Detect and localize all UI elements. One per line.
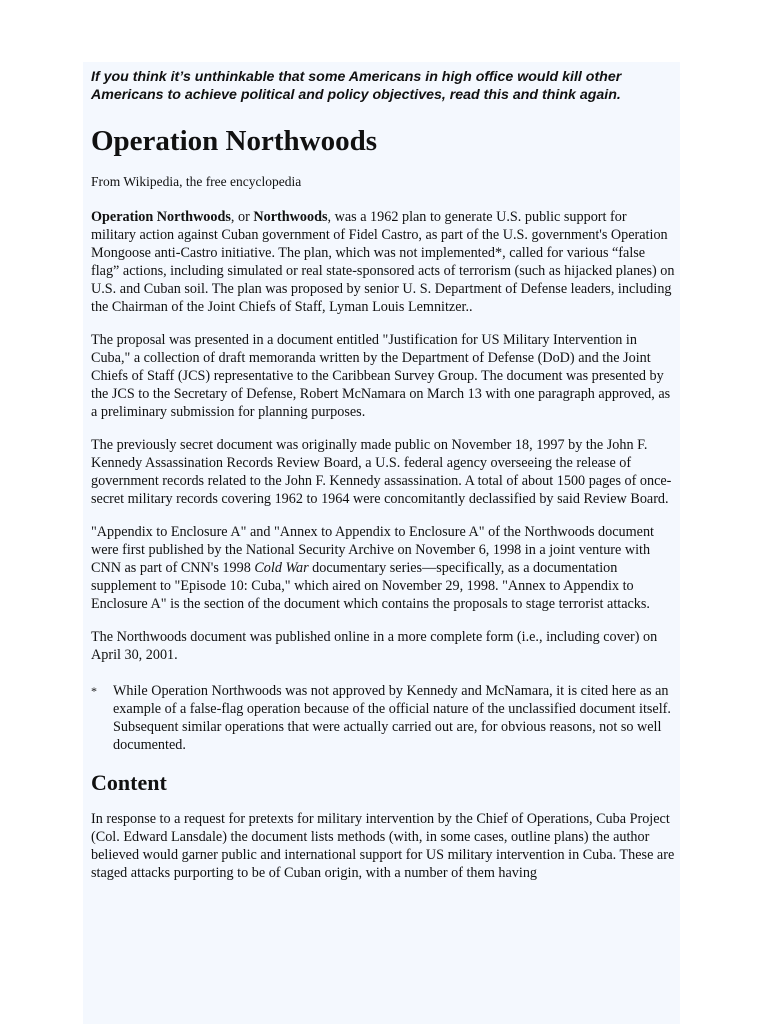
- intro-paragraph: Operation Northwoods, or Northwoods, was a 1962 plan to generate U.S. public support for military action against Cuban government of Fidel Castro, as part of the U.S. government's Operation Mongoose anti-Castro initiative. The plan, which was not implemented*, called for various “false flag” actions, including simulated or real state-sponsored acts of terrorism (such as hijacked planes) on U.S. and Cuban soil. The plan was proposed by senior U. S. Department of Defense leaders, including the Chairman of the Joint Chiefs of Staff, Lyman Louis Lemnitzer..: [91, 209, 675, 315]
- publication-paragraph: "Appendix to Enclosure A" and "Annex to Appendix to Enclosure A" of the Northwoods document were first published by the National Security Archive on November 6, 1998 in a joint venture with CNN as part of CNN's 1998 Cold War documentary series—specifically, as a documentation supplement to "Episode 10: Cuba," which aired on November 29, 1998. "Annex to Appendix to Enclosure A" is the section of the document which contains the proposals to stage terrorist attacks.: [91, 524, 654, 612]
- footnote: [91, 682, 675, 754]
- content-paragraph: In response to a request for pretexts for military intervention by the Chief of Operations, Cuba Project (Col. Edward Lansdale) the document lists methods (with, in some cases, outline plans) the author believed would garner public and international support for US military intervention in Cuba. These are staged attacks purporting to be of Cuban origin, with a number of them having: [91, 811, 675, 881]
- online-paragraph: The Northwoods document was published online in a more complete form (i.e., including cover) on April 30, 2001.: [91, 629, 658, 663]
- bold-term-northwoods: Northwoods: [253, 209, 328, 225]
- source-line: From Wikipedia, the free encyclopedia: [91, 174, 302, 189]
- asterisk-marker: *: [91, 684, 97, 698]
- article: [91, 68, 675, 882]
- cold-war-title: Cold War: [254, 560, 309, 576]
- declassification-paragraph: The previously secret document was originally made public on November 18, 1997 by the John F. Kennedy Assassination Records Review Board, a U.S. federal agency overseeing the release of government records related to the John F. Kennedy assassination. A total of about 1500 pages of once-secret military records covering 1962 to 1964 were concomitantly declassified by said Review Board.: [91, 437, 672, 507]
- proposal-paragraph: The proposal was presented in a document entitled "Justification for US Military Intervention in Cuba," a collection of draft memoranda written by the Department of Defense (DoD) and the Joint Chiefs of Staff (JCS) representative to the Caribbean Survey Group. The document was presented by the JCS to the Secretary of Defense, Robert McNamara on March 13 with one paragraph approved, as a preliminary submission for planning purposes.: [91, 332, 671, 420]
- content-heading: Content: [91, 770, 167, 795]
- bold-term-northwoods-full: Operation Northwoods: [91, 209, 231, 225]
- lead-quote: If you think it’s unthinkable that some Americans in high office would kill other Americans to achieve political and policy objectives, read this and think again.: [91, 69, 622, 103]
- footnote-text: While Operation Northwoods was not approved by Kennedy and McNamara, it is cited here as an example of a false-flag operation because of the official nature of the unclassified document itself. Subsequent similar operations that were actually carried out are, for obvious reasons, not so well documented.: [113, 683, 671, 753]
- page-title: Operation Northwoods: [91, 125, 377, 157]
